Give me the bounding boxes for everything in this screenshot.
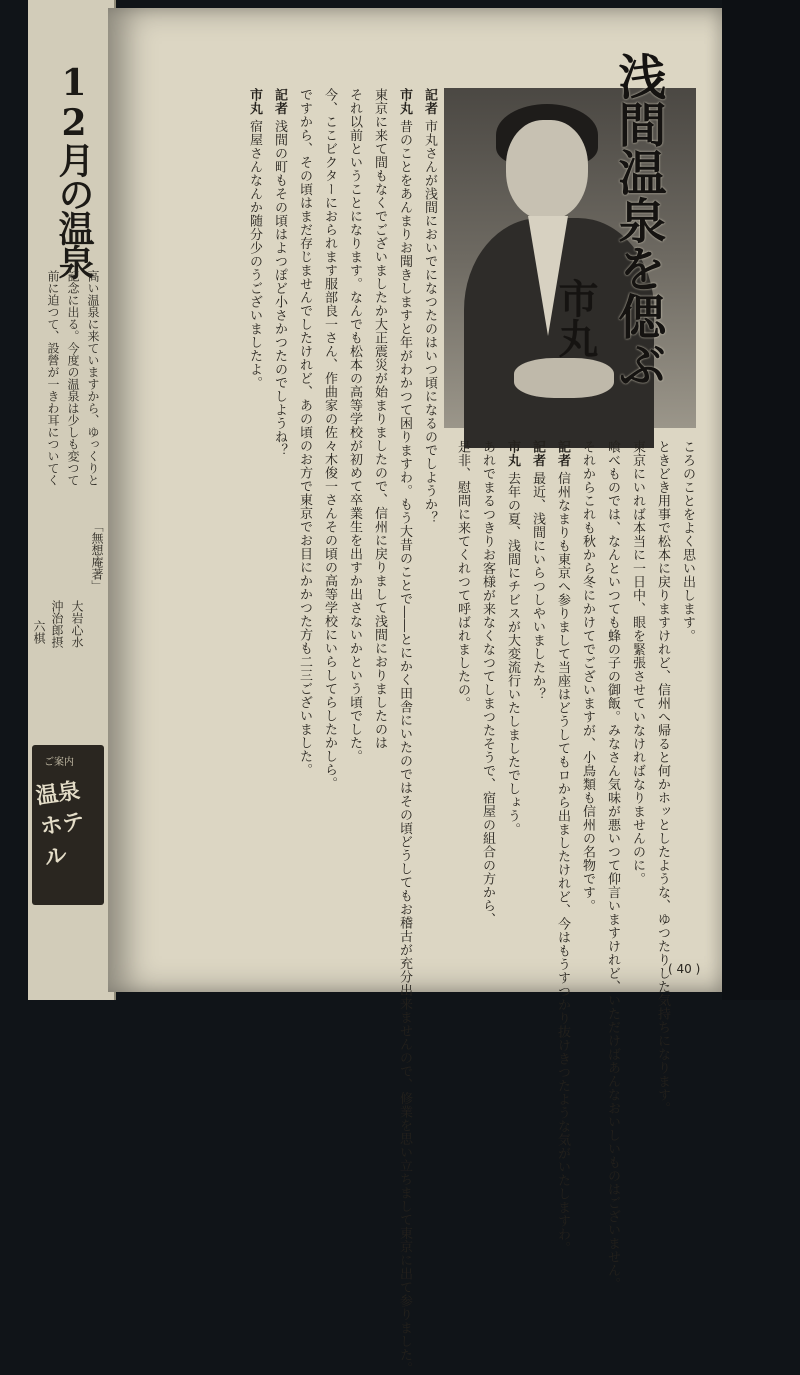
dialogue-text: 喰べものでは、なんといつても蜂の子の御飯。みなさん気味が悪いつて仰言いますけれど、いただけばあんなおいしいものはございません。 <box>605 440 620 1291</box>
dialogue-text: あれでまるつきりお客様が来なくなつてしまつたそうで、宿屋の組合の方から、 <box>480 440 495 926</box>
text-column <box>579 440 596 945</box>
text-column <box>346 88 363 763</box>
dialogue-text: 東京にいれば本当に一日中、眼を緊張させていなければなりませんのに。 <box>630 440 645 886</box>
dialogue-text: ころのことをよく思い出します。 <box>680 440 695 643</box>
text-column <box>679 440 696 945</box>
text-column <box>654 440 671 1115</box>
text-column <box>629 440 646 945</box>
left-page-text: 前に迫つて、設營が一きわ耳についてく <box>46 270 60 486</box>
speaker-label: 記者 <box>530 440 545 467</box>
text-column <box>479 440 496 945</box>
left-page-text: 記念に出る。今度の温泉は少しも変つて <box>66 270 80 486</box>
dialogue-text: 今、ここビクターにおられます服部良一さん、作曲家の佐々木俊一さんその頃の高等学校にいらしてらしたかしら。 <box>322 88 337 790</box>
text-column <box>396 88 413 1375</box>
left-page-label: 沖治郎摂 <box>50 600 64 648</box>
dialogue-text: 昔のことをあんまりお聞きしますと年がわかつて困りますわ。もう大昔のことで――とにかく田舎にいたのではその頃どうしてもお稽古が充分出来ませんので、修業を思い立ちまして東京に出て参りました。 <box>397 119 412 1375</box>
page-number: ( 40 ) <box>668 962 701 976</box>
left-page-text: 高い温泉に来ていますから、ゆっくりと <box>86 270 100 486</box>
text-column <box>504 440 521 945</box>
speaker-label: 市丸 <box>247 88 262 115</box>
dialogue-text: ですから、その頃はまだ存じませんでしたけれど、あの頃のお方で東京でお目にかかつた方も二三ございました。 <box>297 88 312 777</box>
dialogue-text: 市丸さんが浅間においでになつたのはいつ頃になるのでしようか？ <box>422 119 437 525</box>
speaker-label: 記者 <box>272 88 287 115</box>
text-column <box>554 440 571 1255</box>
hotel-advertisement <box>32 745 104 905</box>
dialogue-text: 是非、慰問に来てくれつて呼ばれましたの。 <box>455 440 470 710</box>
ad-hotel-name: 温泉ホテル <box>34 777 86 872</box>
magazine-page <box>108 8 722 1375</box>
top-text-block <box>122 88 438 1375</box>
text-column <box>604 440 621 1291</box>
text-column <box>421 88 438 525</box>
hands-shape <box>514 358 614 398</box>
dialogue-text: 去年の夏、浅間にチビスが大変流行いたしましたでしょう。 <box>505 471 520 837</box>
text-column <box>454 440 471 945</box>
left-page-edge <box>28 0 116 1000</box>
dialogue-text: 最近、浅間にいらつしやいましたか？ <box>530 471 545 702</box>
article-headline: 浅間温泉を偲ぶ <box>610 52 666 388</box>
text-column <box>371 88 388 750</box>
text-column <box>246 88 263 428</box>
speaker-label: 記者 <box>555 440 570 467</box>
dialogue-text: 宿屋さんなんか随分少のうございましたよ。 <box>247 119 262 390</box>
dialogue-text: 浅間の町もその頃はよつぽど小さかつたのでしようね？ <box>272 119 287 458</box>
left-page-label: 大岩心水 <box>70 600 84 648</box>
dialogue-text: それからこれも秋から冬にかけてでございますが、小鳥類も信州の名物です。 <box>580 440 595 913</box>
face-shape <box>506 120 588 220</box>
article-byline: 市丸 <box>552 278 599 358</box>
left-page-title: 12月の温泉 <box>53 62 95 278</box>
speaker-label: 市丸 <box>397 88 412 115</box>
text-column <box>296 88 313 777</box>
speaker-label: 市丸 <box>505 440 520 467</box>
left-page-label: 六棋 <box>32 620 46 644</box>
text-column <box>271 88 288 458</box>
speaker-label: 記者 <box>422 88 437 115</box>
dialogue-text: 信州なまりも東京へ参りまして当座はどうしてもロから出ましたけれど、今はもうすつかり抜けきつたような気がいたしますわ。 <box>555 471 570 1255</box>
ad-caption: ご案内 <box>44 757 74 768</box>
dialogue-text: 東京に来て間もなくでございましたか大正震災が始まりましたので、信州に戻りまして浅間におりましたのは <box>372 88 387 750</box>
text-column <box>321 88 338 790</box>
background-edge <box>722 0 800 1000</box>
dialogue-text: それ以前ということになります。なんでも松本の高等学校が初めて卒業生を出すか出さないかという頃でした。 <box>347 88 362 763</box>
text-column <box>529 440 546 945</box>
left-page-label: 「無想庵著」 <box>90 520 104 592</box>
dialogue-text: ときどき用事で松本に戻りますけれど、信州へ帰ると何かホッとしたような、ゆつたりした気持ちになります。 <box>655 440 670 1115</box>
